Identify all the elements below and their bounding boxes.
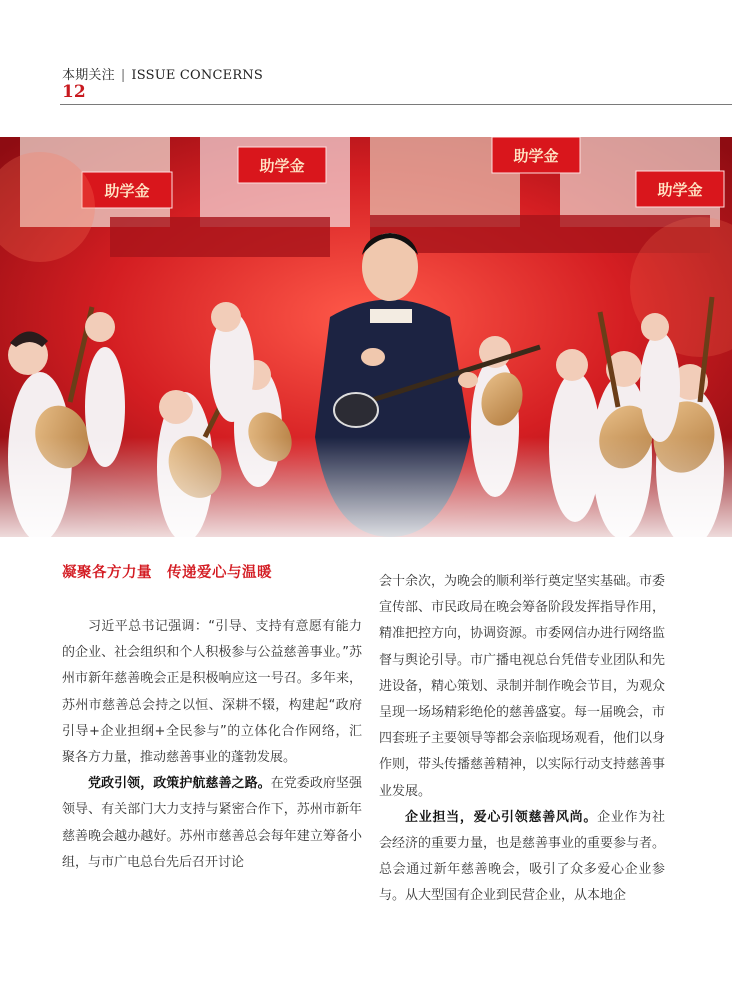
section-title-en: ISSUE CONCERNS: [131, 68, 263, 83]
paragraph: [379, 569, 665, 805]
paragraph-lead: 党政引领，政策护航慈善之路。: [88, 776, 271, 792]
paragraph-text: 习近平总书记强调：“引导、支持有意愿有能力的企业、社会组织和个人积极参与公益慈善事业。”苏州市新年慈善晚会正是积极响应这一号召。多年来，苏州市慈善总会持之以恒、深耕不辍，构建起“政府引导+企业担纲+全民参与”的立体化合作网络，汇聚各方力量，推动慈善事业的蓬勃发展。: [62, 619, 362, 766]
banner-text-2: 助学金: [259, 157, 305, 175]
page-header: [62, 64, 732, 83]
paragraph: [379, 805, 665, 910]
header-separator: |: [120, 68, 126, 83]
paragraph-text: 企业作为社会经济的重要力量，也是慈善事业的重要参与者。总会通过新年慈善晚会，吸引了众多爱心企业参与。从大型国有企业到民营企业，从本地企: [379, 809, 666, 904]
paragraph-text: 会十余次，为晚会的顺利举行奠定坚实基础。市委宣传部、市民政局在晚会筹备阶段发挥指导作用，精准把控方向，协调资源。市委网信办进行网络监督与舆论引导。市广播电视总台凭借专业团队和先进设备，精心策划、录制并制作晚会节目，为观众呈现一场场精彩绝伦的慈善盛宴。每一届晚会，市四套班子主要领导等都会亲临现场观看，他们以身作则，带头传播慈善精神，以实际行动支持慈善事业发展。: [379, 574, 666, 799]
article-column-right: [379, 569, 665, 910]
paragraph-lead: 企业担当，爱心引领慈善风尚。: [405, 809, 598, 825]
header-divider: [60, 104, 732, 105]
banner-text-4: 助学金: [657, 181, 703, 199]
running-header: [62, 64, 732, 83]
performance-photo: [0, 137, 732, 537]
paragraph-text: 在党委政府坚强领导、有关部门大力支持与紧密合作下，苏州市新年慈善晚会越办越好。苏州市慈善总会每年建立筹备小组，与市广电总台先后召开讨论: [62, 776, 362, 870]
banner-text-3: 助学金: [513, 147, 559, 165]
page-number: 12: [62, 82, 86, 102]
banner-text-1: 助学金: [104, 182, 150, 200]
paragraph: [62, 614, 362, 771]
article-column-left: [62, 562, 362, 876]
section-subheading: 凝聚各方力量 传递爱心与温暖: [62, 565, 272, 581]
stage-performance-illustration: [0, 137, 732, 537]
section-title-cn: 本期关注: [62, 68, 115, 83]
paragraph: [62, 771, 362, 876]
